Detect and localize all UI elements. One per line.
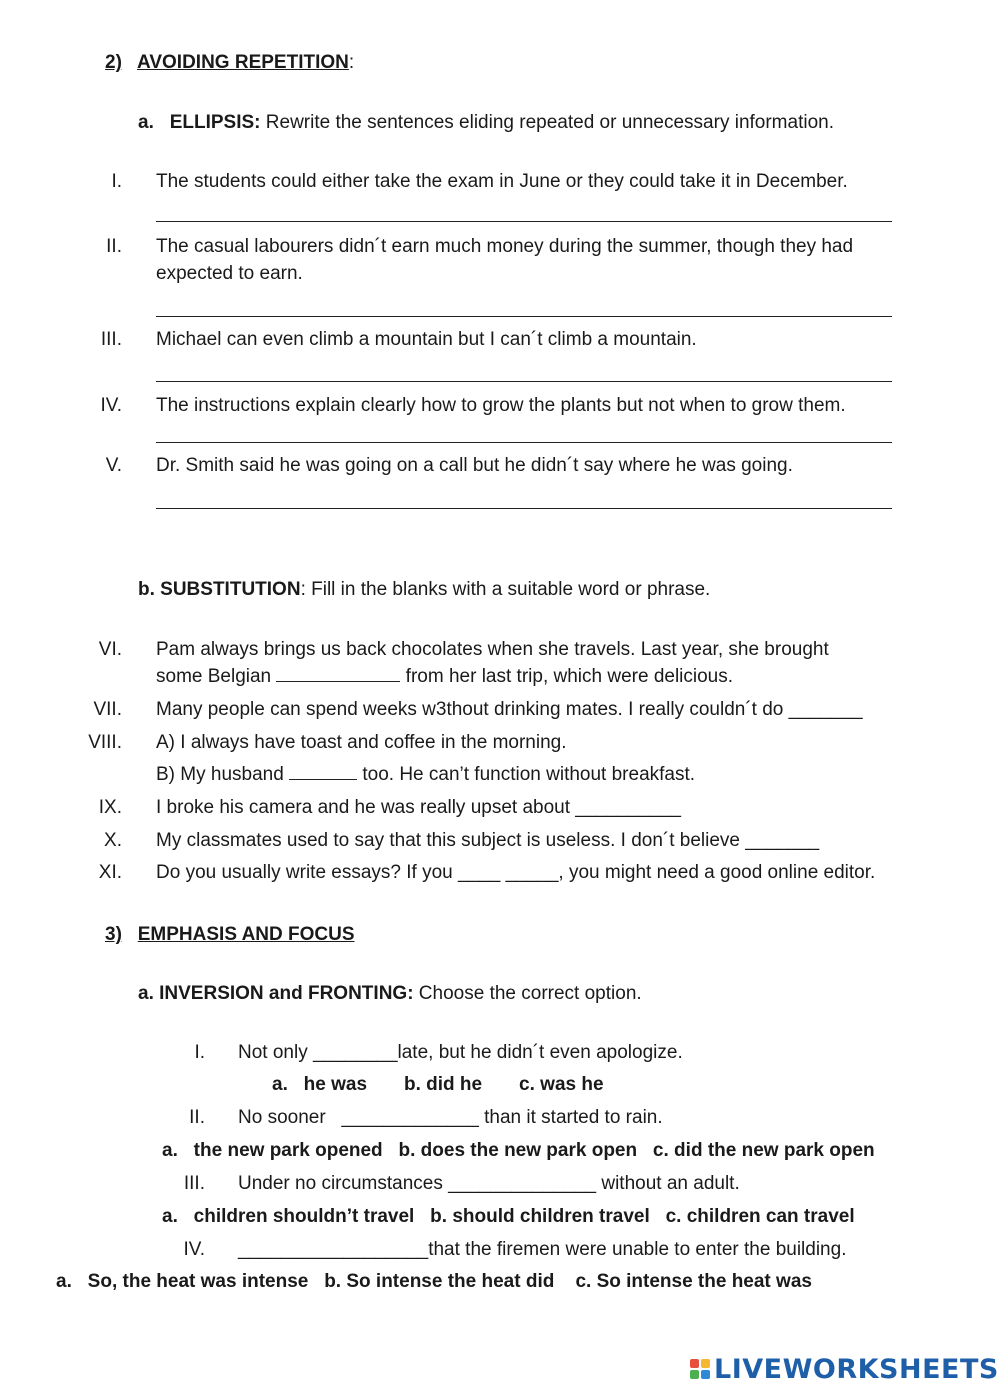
item-number: I. bbox=[194, 1042, 205, 1063]
answer-line[interactable] bbox=[156, 381, 892, 382]
question-text: No sooner _____________ than it started to rain. bbox=[238, 1107, 663, 1128]
answer-line[interactable] bbox=[156, 316, 892, 317]
question-text: Not only ________late, but he didn´t even apologize. bbox=[238, 1042, 683, 1063]
item-number: III. bbox=[100, 329, 122, 350]
logo-grid-icon bbox=[690, 1359, 710, 1379]
exercise-sentence: The instructions explain clearly how to grow the plants but not when to grow them. bbox=[156, 395, 846, 416]
exercise-sentence-cont: some Belgian from her last trip, which were delicious. bbox=[156, 666, 734, 687]
exercise-sentence: My classmates used to say that this subject is useless. I don´t believe _______ bbox=[156, 830, 820, 851]
answer-line[interactable] bbox=[156, 442, 892, 443]
item-number: V. bbox=[105, 455, 122, 476]
fill-blank[interactable] bbox=[276, 666, 400, 682]
item-number: II. bbox=[189, 1107, 205, 1128]
exercise-sentence: Michael can even climb a mountain but I can´t climb a mountain. bbox=[156, 329, 697, 350]
item-number: VIII. bbox=[88, 732, 122, 753]
inversion-instruction: a. INVERSION and FRONTING: Choose the correct option. bbox=[138, 983, 642, 1004]
exercise-sentence: Pam always brings us back chocolates when she travels. Last year, she brought bbox=[156, 639, 829, 660]
exercise-sentence: The students could either take the exam in June or they could take it in December. bbox=[156, 171, 848, 192]
ellipsis-instruction: a. ELLIPSIS: Rewrite the sentences eliding repeated or unnecessary information. bbox=[138, 112, 834, 133]
answer-options[interactable]: a. So, the heat was intense b. So intense the heat did c. So intense the heat was bbox=[56, 1271, 812, 1292]
exercise-sentence-cont: B) My husband too. He can’t function without breakfast. bbox=[156, 764, 696, 785]
item-number: VI. bbox=[98, 639, 122, 660]
item-number: X. bbox=[104, 830, 122, 851]
substitution-title: b. SUBSTITUTION bbox=[138, 579, 301, 600]
item-number: IV. bbox=[183, 1239, 205, 1260]
exercise-sentence: Many people can spend weeks w3thout drinking mates. I really couldn´t do _______ bbox=[156, 699, 863, 720]
logo-text: LIVEWORKSHEETS bbox=[714, 1353, 999, 1385]
inversion-title: a. INVERSION and FRONTING: bbox=[138, 983, 414, 1004]
section-number: 3) bbox=[105, 924, 122, 945]
answer-line[interactable] bbox=[156, 508, 892, 509]
section-title: EMPHASIS AND FOCUS bbox=[137, 924, 355, 945]
item-number: XI. bbox=[98, 862, 122, 883]
exercise-sentence: A) I always have toast and coffee in the morning. bbox=[156, 732, 567, 753]
exercise-sentence: The casual labourers didn´t earn much money during the summer, though they had bbox=[156, 236, 854, 257]
liveworksheets-logo bbox=[690, 1354, 999, 1384]
answer-options[interactable]: a. the new park opened b. does the new park open c. did the new park open bbox=[162, 1140, 875, 1161]
answer-options[interactable]: a. children shouldn’t travel b. should children travel c. children can travel bbox=[162, 1206, 855, 1227]
item-number: III. bbox=[183, 1173, 205, 1194]
item-number: I. bbox=[111, 171, 122, 192]
exercise-sentence: Dr. Smith said he was going on a call but he didn´t say where he was going. bbox=[156, 455, 793, 476]
answer-options[interactable]: a. he was b. did he c. was he bbox=[272, 1074, 604, 1095]
exercise-sentence: Do you usually write essays? If you ____ _____, you might need a good online editor. bbox=[156, 862, 876, 883]
ellipsis-title: ELLIPSIS: bbox=[169, 112, 261, 133]
section-number: 2) bbox=[105, 52, 122, 73]
answer-line[interactable] bbox=[156, 221, 892, 222]
item-number: IV. bbox=[100, 395, 122, 416]
item-number: II. bbox=[106, 236, 122, 257]
section-3-heading bbox=[105, 924, 355, 946]
substitution-instruction: b. SUBSTITUTION: Fill in the blanks with a suitable word or phrase. bbox=[138, 579, 711, 600]
question-text: Under no circumstances ______________ without an adult. bbox=[238, 1173, 740, 1194]
section-2-heading: 2) AVOIDING REPETITION: bbox=[105, 52, 355, 73]
item-number: IX. bbox=[98, 797, 122, 818]
exercise-sentence-cont: expected to earn. bbox=[156, 263, 303, 284]
exercise-sentence: I broke his camera and he was really upset about __________ bbox=[156, 797, 681, 818]
fill-blank[interactable] bbox=[289, 764, 357, 780]
section-title: AVOIDING REPETITION bbox=[137, 52, 349, 73]
question-text: __________________that the firemen were unable to enter the building. bbox=[238, 1239, 847, 1260]
item-number: VII. bbox=[93, 699, 122, 720]
